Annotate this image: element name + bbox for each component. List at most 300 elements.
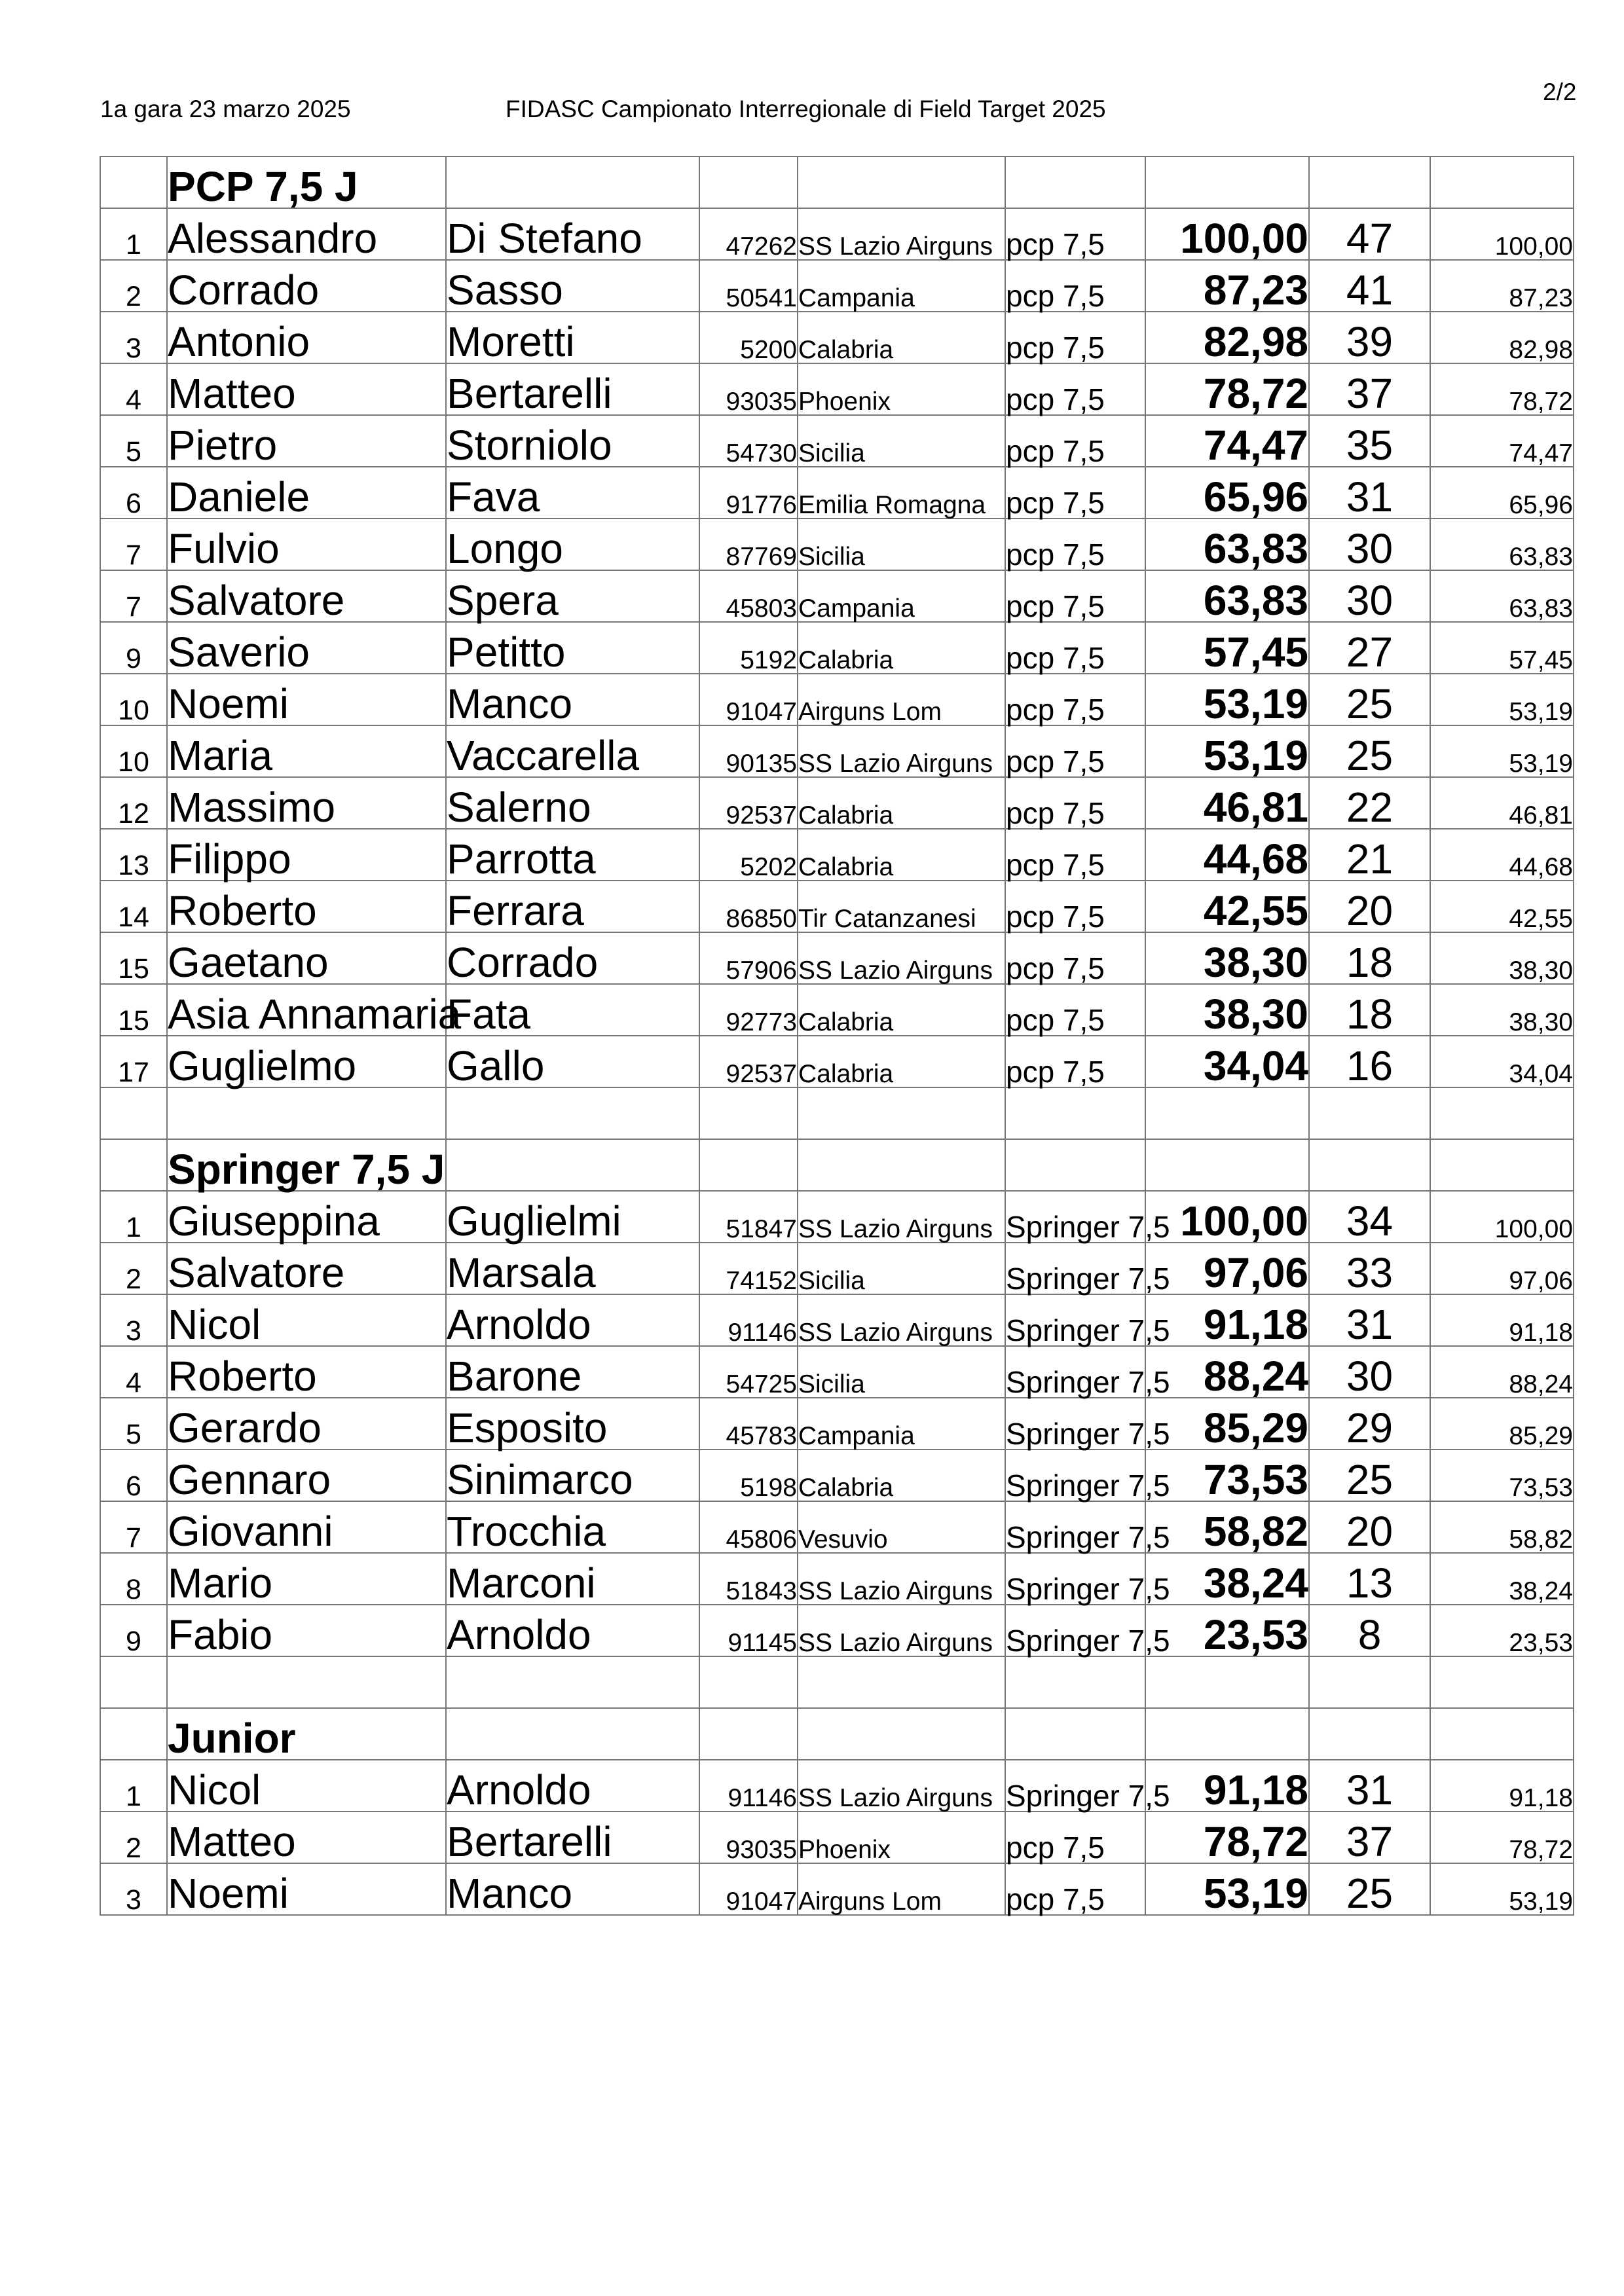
club-cell: SS Lazio Airguns bbox=[798, 208, 1005, 260]
score-percent-cell: 78,72 bbox=[1145, 363, 1309, 415]
score-percent-cell: 42,55 bbox=[1145, 881, 1309, 932]
last-name-cell: Parrotta bbox=[446, 829, 699, 881]
card-number-cell: 57906 bbox=[699, 932, 798, 984]
section-header-row bbox=[100, 156, 1574, 208]
club-cell: SS Lazio Airguns bbox=[798, 1760, 1005, 1812]
score-percent-cell: 87,23 bbox=[1145, 260, 1309, 312]
table-row bbox=[100, 1553, 1574, 1605]
rank-cell: 1 bbox=[100, 208, 167, 260]
empty-cell bbox=[1005, 1139, 1145, 1191]
card-number-cell: 91145 bbox=[699, 1605, 798, 1656]
class-cell: Springer 7,5 bbox=[1005, 1191, 1145, 1243]
hits-cell: 30 bbox=[1309, 570, 1430, 622]
empty-cell bbox=[446, 1656, 699, 1708]
score-percent-cell: 58,82 bbox=[1145, 1501, 1309, 1553]
class-cell: pcp 7,5 bbox=[1005, 777, 1145, 829]
last-name-cell: Spera bbox=[446, 570, 699, 622]
empty-cell bbox=[446, 1087, 699, 1139]
class-cell: pcp 7,5 bbox=[1005, 570, 1145, 622]
empty-cell bbox=[699, 1708, 798, 1760]
rank-cell: 7 bbox=[100, 1501, 167, 1553]
class-cell: Springer 7,5 bbox=[1005, 1501, 1145, 1553]
score-percent-cell: 46,81 bbox=[1145, 777, 1309, 829]
club-cell: SS Lazio Airguns bbox=[798, 932, 1005, 984]
score-percent-small-cell: 91,18 bbox=[1430, 1294, 1574, 1346]
first-name-cell: Fulvio bbox=[167, 519, 446, 570]
table-row bbox=[100, 260, 1574, 312]
card-number-cell: 50541 bbox=[699, 260, 798, 312]
hits-cell: 31 bbox=[1309, 1294, 1430, 1346]
score-percent-small-cell: 63,83 bbox=[1430, 519, 1574, 570]
empty-cell bbox=[1430, 1656, 1574, 1708]
card-number-cell: 91146 bbox=[699, 1760, 798, 1812]
empty-cell bbox=[1309, 1656, 1430, 1708]
class-cell: Springer 7,5 bbox=[1005, 1449, 1145, 1501]
class-cell: pcp 7,5 bbox=[1005, 519, 1145, 570]
score-percent-small-cell: 34,04 bbox=[1430, 1036, 1574, 1087]
results-body bbox=[100, 156, 1574, 1915]
last-name-cell: Guglielmi bbox=[446, 1191, 699, 1243]
rank-cell: 1 bbox=[100, 1760, 167, 1812]
rank-cell: 5 bbox=[100, 415, 167, 467]
card-number-cell: 90135 bbox=[699, 725, 798, 777]
last-name-cell: Gallo bbox=[446, 1036, 699, 1087]
empty-cell bbox=[100, 1139, 167, 1191]
rank-cell: 17 bbox=[100, 1036, 167, 1087]
hits-cell: 25 bbox=[1309, 1863, 1430, 1915]
club-cell: SS Lazio Airguns bbox=[798, 1605, 1005, 1656]
score-percent-cell: 91,18 bbox=[1145, 1294, 1309, 1346]
score-percent-small-cell: 38,30 bbox=[1430, 984, 1574, 1036]
card-number-cell: 91146 bbox=[699, 1294, 798, 1346]
empty-cell bbox=[1145, 156, 1309, 208]
score-percent-small-cell: 38,24 bbox=[1430, 1553, 1574, 1605]
club-cell: SS Lazio Airguns bbox=[798, 725, 1005, 777]
hits-cell: 37 bbox=[1309, 1812, 1430, 1863]
table-row bbox=[100, 829, 1574, 881]
class-cell: pcp 7,5 bbox=[1005, 415, 1145, 467]
table-row bbox=[100, 1036, 1574, 1087]
hits-cell: 13 bbox=[1309, 1553, 1430, 1605]
club-cell: Calabria bbox=[798, 1036, 1005, 1087]
rank-cell: 13 bbox=[100, 829, 167, 881]
club-cell: Campania bbox=[798, 1398, 1005, 1449]
club-cell: SS Lazio Airguns bbox=[798, 1191, 1005, 1243]
table-row bbox=[100, 415, 1574, 467]
score-percent-small-cell: 73,53 bbox=[1430, 1449, 1574, 1501]
last-name-cell: Bertarelli bbox=[446, 1812, 699, 1863]
empty-cell bbox=[167, 1656, 446, 1708]
hits-cell: 29 bbox=[1309, 1398, 1430, 1449]
table-row bbox=[100, 1501, 1574, 1553]
last-name-cell: Marsala bbox=[446, 1243, 699, 1294]
last-name-cell: Esposito bbox=[446, 1398, 699, 1449]
hits-cell: 30 bbox=[1309, 519, 1430, 570]
club-cell: Sicilia bbox=[798, 1243, 1005, 1294]
first-name-cell: Nicol bbox=[167, 1294, 446, 1346]
first-name-cell: Antonio bbox=[167, 312, 446, 363]
score-percent-small-cell: 91,18 bbox=[1430, 1760, 1574, 1812]
hits-cell: 27 bbox=[1309, 622, 1430, 674]
class-cell: Springer 7,5 bbox=[1005, 1553, 1145, 1605]
score-percent-cell: 74,47 bbox=[1145, 415, 1309, 467]
card-number-cell: 51843 bbox=[699, 1553, 798, 1605]
first-name-cell: Massimo bbox=[167, 777, 446, 829]
first-name-cell: Gennaro bbox=[167, 1449, 446, 1501]
score-percent-small-cell: 78,72 bbox=[1430, 363, 1574, 415]
class-cell: pcp 7,5 bbox=[1005, 1036, 1145, 1087]
club-cell: Calabria bbox=[798, 1449, 1005, 1501]
hits-cell: 8 bbox=[1309, 1605, 1430, 1656]
section-header-row bbox=[100, 1708, 1574, 1760]
rank-cell: 9 bbox=[100, 1605, 167, 1656]
rank-cell: 2 bbox=[100, 260, 167, 312]
score-percent-small-cell: 100,00 bbox=[1430, 208, 1574, 260]
first-name-cell: Mario bbox=[167, 1553, 446, 1605]
class-cell: Springer 7,5 bbox=[1005, 1243, 1145, 1294]
hits-cell: 18 bbox=[1309, 932, 1430, 984]
rank-cell: 3 bbox=[100, 312, 167, 363]
class-cell: pcp 7,5 bbox=[1005, 932, 1145, 984]
class-cell: pcp 7,5 bbox=[1005, 829, 1145, 881]
empty-cell bbox=[100, 1708, 167, 1760]
rank-cell: 9 bbox=[100, 622, 167, 674]
rank-cell: 1 bbox=[100, 1191, 167, 1243]
hits-cell: 37 bbox=[1309, 363, 1430, 415]
first-name-cell: Filippo bbox=[167, 829, 446, 881]
first-name-cell: Daniele bbox=[167, 467, 446, 519]
club-cell: Campania bbox=[798, 570, 1005, 622]
score-percent-cell: 57,45 bbox=[1145, 622, 1309, 674]
hits-cell: 47 bbox=[1309, 208, 1430, 260]
rank-cell: 15 bbox=[100, 932, 167, 984]
score-percent-small-cell: 53,19 bbox=[1430, 725, 1574, 777]
score-percent-small-cell: 57,45 bbox=[1430, 622, 1574, 674]
header-date: 1a gara 23 marzo 2025 bbox=[100, 96, 351, 122]
section-title: Junior bbox=[167, 1708, 446, 1760]
score-percent-cell: 34,04 bbox=[1145, 1036, 1309, 1087]
card-number-cell: 5198 bbox=[699, 1449, 798, 1501]
card-number-cell: 86850 bbox=[699, 881, 798, 932]
first-name-cell: Saverio bbox=[167, 622, 446, 674]
first-name-cell: Gaetano bbox=[167, 932, 446, 984]
empty-cell bbox=[1430, 156, 1574, 208]
score-percent-small-cell: 85,29 bbox=[1430, 1398, 1574, 1449]
class-cell: pcp 7,5 bbox=[1005, 1863, 1145, 1915]
club-cell: Sicilia bbox=[798, 1346, 1005, 1398]
card-number-cell: 51847 bbox=[699, 1191, 798, 1243]
club-cell: Emilia Romagna bbox=[798, 467, 1005, 519]
rank-cell: 6 bbox=[100, 467, 167, 519]
score-percent-cell: 38,30 bbox=[1145, 984, 1309, 1036]
first-name-cell: Matteo bbox=[167, 1812, 446, 1863]
hits-cell: 31 bbox=[1309, 1760, 1430, 1812]
rank-cell: 3 bbox=[100, 1863, 167, 1915]
card-number-cell: 93035 bbox=[699, 1812, 798, 1863]
score-percent-cell: 78,72 bbox=[1145, 1812, 1309, 1863]
hits-cell: 35 bbox=[1309, 415, 1430, 467]
last-name-cell: Barone bbox=[446, 1346, 699, 1398]
card-number-cell: 91047 bbox=[699, 674, 798, 725]
club-cell: Sicilia bbox=[798, 519, 1005, 570]
empty-cell bbox=[699, 1139, 798, 1191]
rank-cell: 6 bbox=[100, 1449, 167, 1501]
card-number-cell: 5192 bbox=[699, 622, 798, 674]
club-cell: Airguns Lom bbox=[798, 1863, 1005, 1915]
score-percent-small-cell: 53,19 bbox=[1430, 1863, 1574, 1915]
table-row bbox=[100, 363, 1574, 415]
score-percent-small-cell: 82,98 bbox=[1430, 312, 1574, 363]
score-percent-small-cell: 78,72 bbox=[1430, 1812, 1574, 1863]
hits-cell: 20 bbox=[1309, 1501, 1430, 1553]
hits-cell: 20 bbox=[1309, 881, 1430, 932]
hits-cell: 22 bbox=[1309, 777, 1430, 829]
last-name-cell: Arnoldo bbox=[446, 1294, 699, 1346]
table-row bbox=[100, 1449, 1574, 1501]
rank-cell: 7 bbox=[100, 570, 167, 622]
card-number-cell: 5202 bbox=[699, 829, 798, 881]
class-cell: pcp 7,5 bbox=[1005, 312, 1145, 363]
section-title: PCP 7,5 J bbox=[167, 156, 446, 208]
class-cell: Springer 7,5 bbox=[1005, 1760, 1145, 1812]
last-name-cell: Salerno bbox=[446, 777, 699, 829]
card-number-cell: 92537 bbox=[699, 1036, 798, 1087]
empty-cell bbox=[1145, 1656, 1309, 1708]
score-percent-cell: 82,98 bbox=[1145, 312, 1309, 363]
table-row bbox=[100, 984, 1574, 1036]
table-row bbox=[100, 1191, 1574, 1243]
score-percent-small-cell: 46,81 bbox=[1430, 777, 1574, 829]
last-name-cell: Ferrara bbox=[446, 881, 699, 932]
first-name-cell: Alessandro bbox=[167, 208, 446, 260]
score-percent-small-cell: 42,55 bbox=[1430, 881, 1574, 932]
rank-cell: 7 bbox=[100, 519, 167, 570]
hits-cell: 30 bbox=[1309, 1346, 1430, 1398]
class-cell: pcp 7,5 bbox=[1005, 260, 1145, 312]
first-name-cell: Guglielmo bbox=[167, 1036, 446, 1087]
class-cell: pcp 7,5 bbox=[1005, 984, 1145, 1036]
class-cell: pcp 7,5 bbox=[1005, 881, 1145, 932]
last-name-cell: Longo bbox=[446, 519, 699, 570]
table-row bbox=[100, 1346, 1574, 1398]
score-percent-small-cell: 87,23 bbox=[1430, 260, 1574, 312]
rank-cell: 2 bbox=[100, 1812, 167, 1863]
class-cell: Springer 7,5 bbox=[1005, 1294, 1145, 1346]
empty-cell bbox=[1145, 1087, 1309, 1139]
header-title: FIDASC Campionato Interregionale di Field Target 2025 bbox=[506, 96, 1106, 122]
club-cell: Calabria bbox=[798, 984, 1005, 1036]
card-number-cell: 5200 bbox=[699, 312, 798, 363]
last-name-cell: Storniolo bbox=[446, 415, 699, 467]
empty-cell bbox=[1005, 1087, 1145, 1139]
empty-cell bbox=[1309, 156, 1430, 208]
card-number-cell: 54725 bbox=[699, 1346, 798, 1398]
empty-cell bbox=[446, 156, 699, 208]
empty-cell bbox=[167, 1087, 446, 1139]
table-row bbox=[100, 622, 1574, 674]
score-percent-cell: 38,24 bbox=[1145, 1553, 1309, 1605]
hits-cell: 31 bbox=[1309, 467, 1430, 519]
hits-cell: 34 bbox=[1309, 1191, 1430, 1243]
card-number-cell: 92773 bbox=[699, 984, 798, 1036]
table-row bbox=[100, 1812, 1574, 1863]
club-cell: Tir Catanzanesi bbox=[798, 881, 1005, 932]
empty-cell bbox=[100, 1087, 167, 1139]
empty-cell bbox=[798, 1087, 1005, 1139]
card-number-cell: 91776 bbox=[699, 467, 798, 519]
class-cell: pcp 7,5 bbox=[1005, 725, 1145, 777]
rank-cell: 10 bbox=[100, 725, 167, 777]
score-percent-small-cell: 23,53 bbox=[1430, 1605, 1574, 1656]
table-row bbox=[100, 208, 1574, 260]
first-name-cell: Nicol bbox=[167, 1760, 446, 1812]
last-name-cell: Fata bbox=[446, 984, 699, 1036]
empty-cell bbox=[1430, 1708, 1574, 1760]
last-name-cell: Sasso bbox=[446, 260, 699, 312]
table-row bbox=[100, 312, 1574, 363]
table-row bbox=[100, 1294, 1574, 1346]
class-cell: pcp 7,5 bbox=[1005, 363, 1145, 415]
club-cell: Sicilia bbox=[798, 415, 1005, 467]
last-name-cell: Bertarelli bbox=[446, 363, 699, 415]
empty-cell bbox=[1005, 156, 1145, 208]
club-cell: Campania bbox=[798, 260, 1005, 312]
club-cell: Calabria bbox=[798, 622, 1005, 674]
last-name-cell: Trocchia bbox=[446, 1501, 699, 1553]
score-percent-cell: 97,06 bbox=[1145, 1243, 1309, 1294]
empty-cell bbox=[1145, 1708, 1309, 1760]
class-cell: pcp 7,5 bbox=[1005, 1812, 1145, 1863]
hits-cell: 21 bbox=[1309, 829, 1430, 881]
results-table bbox=[100, 156, 1574, 1916]
card-number-cell: 74152 bbox=[699, 1243, 798, 1294]
first-name-cell: Roberto bbox=[167, 1346, 446, 1398]
score-percent-cell: 91,18 bbox=[1145, 1760, 1309, 1812]
first-name-cell: Roberto bbox=[167, 881, 446, 932]
first-name-cell: Asia Annamaria bbox=[167, 984, 446, 1036]
table-row bbox=[100, 725, 1574, 777]
table-row bbox=[100, 519, 1574, 570]
table-row bbox=[100, 932, 1574, 984]
empty-cell bbox=[1309, 1087, 1430, 1139]
card-number-cell: 92537 bbox=[699, 777, 798, 829]
card-number-cell: 54730 bbox=[699, 415, 798, 467]
first-name-cell: Giovanni bbox=[167, 1501, 446, 1553]
card-number-cell: 91047 bbox=[699, 1863, 798, 1915]
class-cell: pcp 7,5 bbox=[1005, 208, 1145, 260]
empty-cell bbox=[1309, 1708, 1430, 1760]
hits-cell: 25 bbox=[1309, 1449, 1430, 1501]
empty-cell bbox=[798, 1708, 1005, 1760]
score-percent-cell: 65,96 bbox=[1145, 467, 1309, 519]
rank-cell: 5 bbox=[100, 1398, 167, 1449]
hits-cell: 41 bbox=[1309, 260, 1430, 312]
first-name-cell: Salvatore bbox=[167, 570, 446, 622]
score-percent-cell: 63,83 bbox=[1145, 570, 1309, 622]
first-name-cell: Corrado bbox=[167, 260, 446, 312]
score-percent-small-cell: 65,96 bbox=[1430, 467, 1574, 519]
club-cell: Phoenix bbox=[798, 1812, 1005, 1863]
last-name-cell: Moretti bbox=[446, 312, 699, 363]
table-row bbox=[100, 777, 1574, 829]
club-cell: Phoenix bbox=[798, 363, 1005, 415]
table-row bbox=[100, 674, 1574, 725]
table-row bbox=[100, 467, 1574, 519]
score-percent-cell: 85,29 bbox=[1145, 1398, 1309, 1449]
score-percent-small-cell: 63,83 bbox=[1430, 570, 1574, 622]
rank-cell: 14 bbox=[100, 881, 167, 932]
club-cell: Vesuvio bbox=[798, 1501, 1005, 1553]
card-number-cell: 93035 bbox=[699, 363, 798, 415]
last-name-cell: Manco bbox=[446, 674, 699, 725]
score-percent-small-cell: 100,00 bbox=[1430, 1191, 1574, 1243]
score-percent-cell: 100,00 bbox=[1145, 208, 1309, 260]
empty-cell bbox=[798, 1656, 1005, 1708]
rank-cell: 4 bbox=[100, 363, 167, 415]
spacer-row bbox=[100, 1087, 1574, 1139]
first-name-cell: Noemi bbox=[167, 674, 446, 725]
last-name-cell: Arnoldo bbox=[446, 1605, 699, 1656]
rank-cell: 4 bbox=[100, 1346, 167, 1398]
score-percent-cell: 44,68 bbox=[1145, 829, 1309, 881]
empty-cell bbox=[1430, 1087, 1574, 1139]
score-percent-cell: 73,53 bbox=[1145, 1449, 1309, 1501]
empty-cell bbox=[699, 1656, 798, 1708]
card-number-cell: 45803 bbox=[699, 570, 798, 622]
table-row bbox=[100, 1760, 1574, 1812]
hits-cell: 25 bbox=[1309, 725, 1430, 777]
class-cell: Springer 7,5 bbox=[1005, 1346, 1145, 1398]
empty-cell bbox=[1005, 1708, 1145, 1760]
table-row bbox=[100, 1243, 1574, 1294]
rank-cell: 10 bbox=[100, 674, 167, 725]
class-cell: pcp 7,5 bbox=[1005, 622, 1145, 674]
score-percent-small-cell: 53,19 bbox=[1430, 674, 1574, 725]
last-name-cell: Marconi bbox=[446, 1553, 699, 1605]
last-name-cell: Manco bbox=[446, 1863, 699, 1915]
score-percent-cell: 63,83 bbox=[1145, 519, 1309, 570]
table-row bbox=[100, 1398, 1574, 1449]
table-row bbox=[100, 1605, 1574, 1656]
last-name-cell: Fava bbox=[446, 467, 699, 519]
rank-cell: 8 bbox=[100, 1553, 167, 1605]
last-name-cell: Vaccarella bbox=[446, 725, 699, 777]
score-percent-cell: 100,00 bbox=[1145, 1191, 1309, 1243]
empty-cell bbox=[446, 1708, 699, 1760]
first-name-cell: Matteo bbox=[167, 363, 446, 415]
club-cell: Calabria bbox=[798, 777, 1005, 829]
last-name-cell: Corrado bbox=[446, 932, 699, 984]
first-name-cell: Pietro bbox=[167, 415, 446, 467]
empty-cell bbox=[699, 1087, 798, 1139]
section-title: Springer 7,5 J bbox=[167, 1139, 446, 1191]
hits-cell: 18 bbox=[1309, 984, 1430, 1036]
last-name-cell: Arnoldo bbox=[446, 1760, 699, 1812]
score-percent-cell: 38,30 bbox=[1145, 932, 1309, 984]
class-cell: pcp 7,5 bbox=[1005, 674, 1145, 725]
first-name-cell: Gerardo bbox=[167, 1398, 446, 1449]
hits-cell: 39 bbox=[1309, 312, 1430, 363]
score-percent-cell: 23,53 bbox=[1145, 1605, 1309, 1656]
table-row bbox=[100, 881, 1574, 932]
rank-cell: 12 bbox=[100, 777, 167, 829]
score-percent-cell: 88,24 bbox=[1145, 1346, 1309, 1398]
section-header-row bbox=[100, 1139, 1574, 1191]
first-name-cell: Fabio bbox=[167, 1605, 446, 1656]
empty-cell bbox=[100, 156, 167, 208]
rank-cell: 15 bbox=[100, 984, 167, 1036]
hits-cell: 25 bbox=[1309, 674, 1430, 725]
